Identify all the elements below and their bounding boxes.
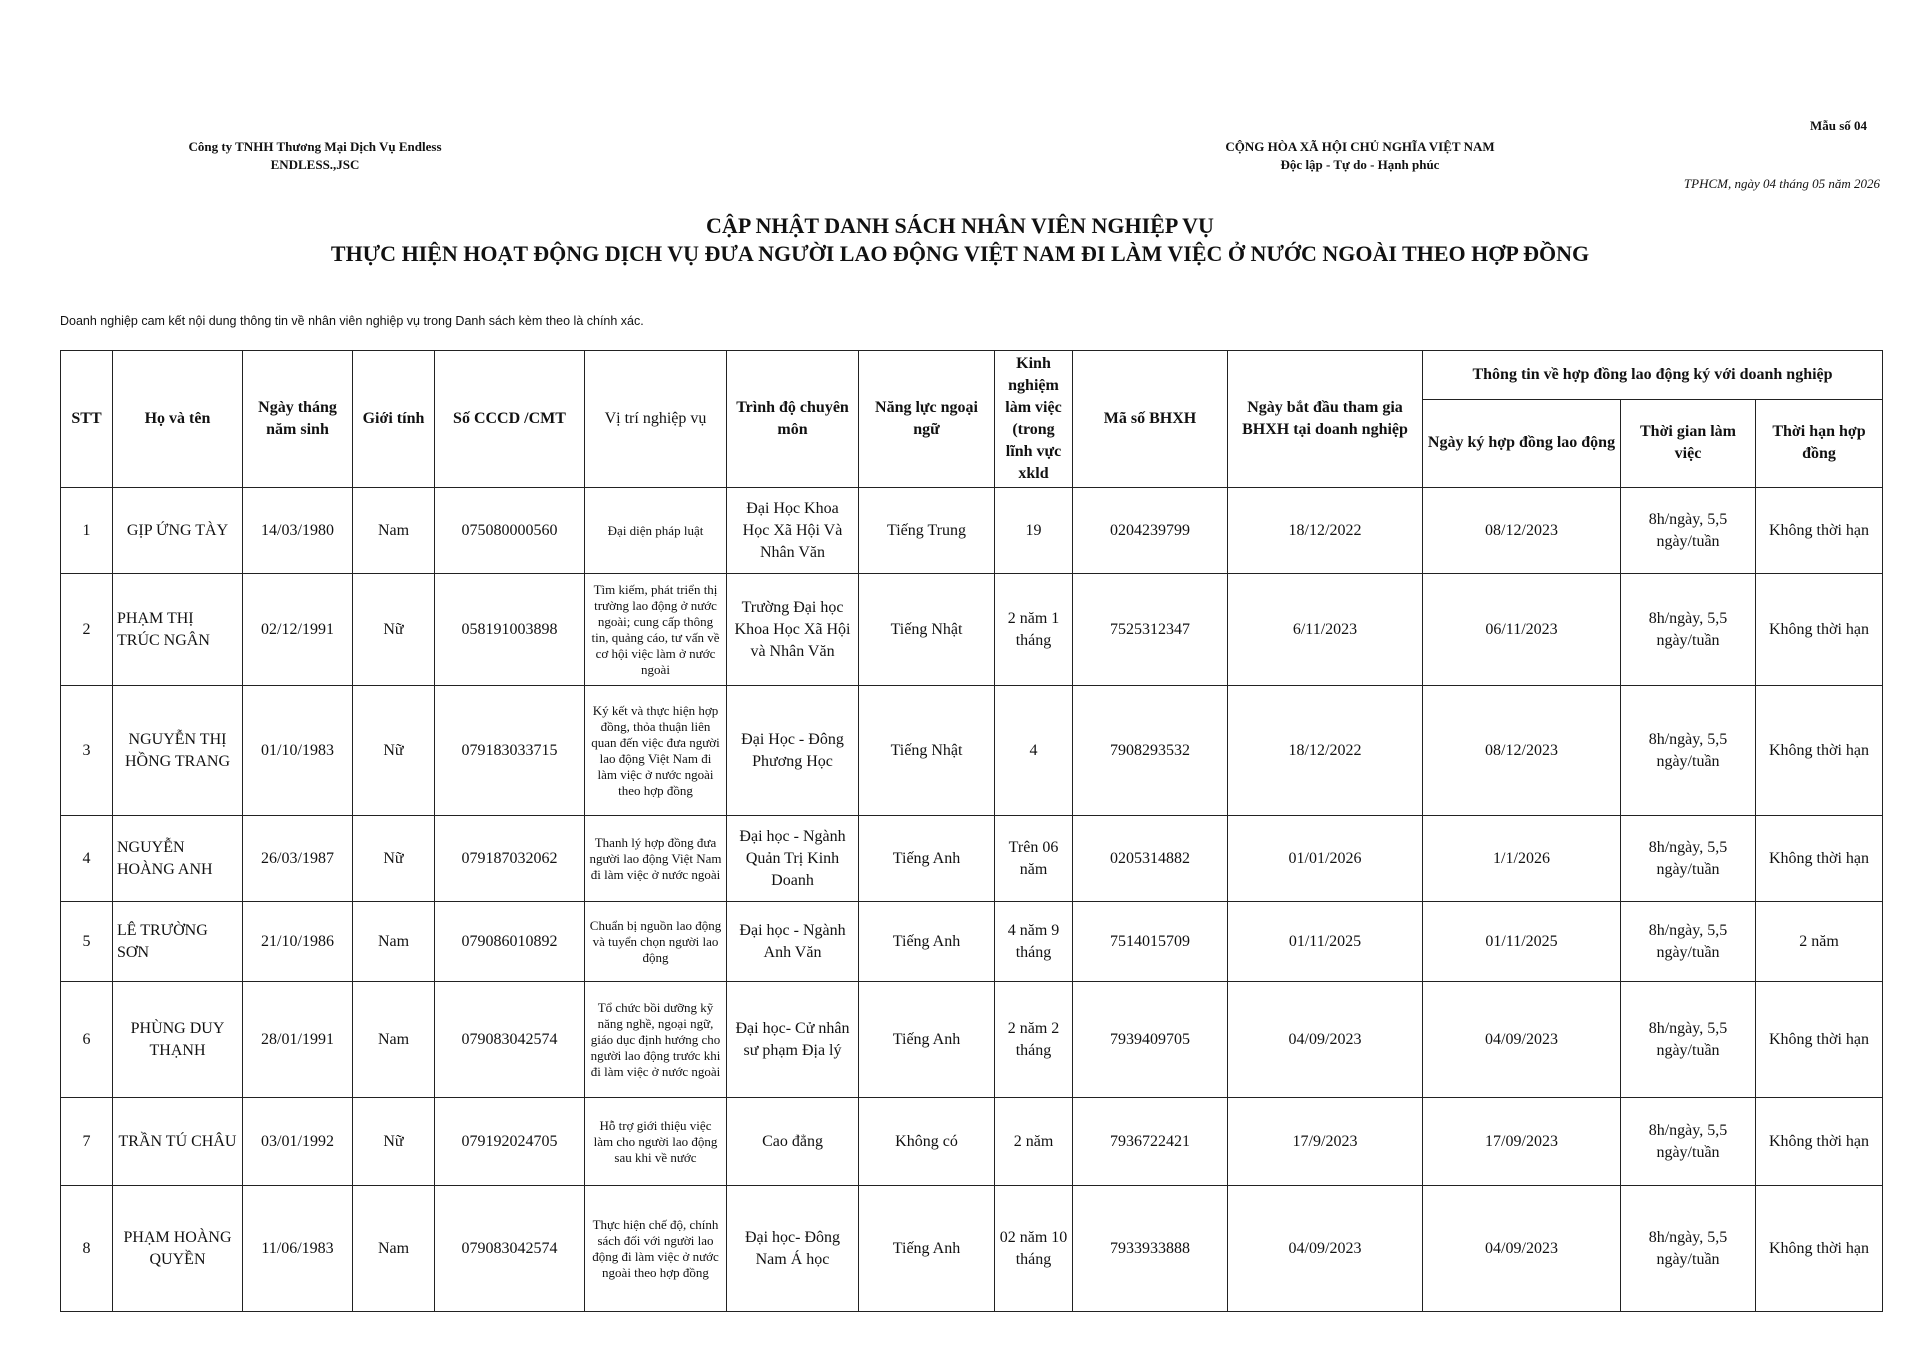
cell-position: Tổ chức bồi dưỡng kỹ năng nghề, ngoại ngữ, giáo dục định hướng cho người lao động trước khi đi làm việc ở nước ngoài [585, 982, 727, 1098]
cell-position: Tìm kiếm, phát triển thị trường lao động ở nước ngoài; cung cấp thông tin, quảng cáo, tư vấn về cơ hội việc làm ở nước ngoài [585, 574, 727, 686]
cell-contract-date: 08/12/2023 [1423, 686, 1621, 816]
cell-insurance: 7525312347 [1073, 574, 1228, 686]
header-contract-term: Thời hạn hợp đồng [1756, 399, 1883, 487]
cell-position: Thanh lý hợp đồng đưa người lao động Việt Nam đi làm việc ở nước ngoài [585, 816, 727, 902]
company-name: Công ty TNHH Thương Mại Dịch Vụ Endless [188, 139, 442, 154]
cell-position: Chuẩn bị nguồn lao động và tuyển chọn người lao động [585, 902, 727, 982]
cell-language: Tiếng Anh [859, 816, 995, 902]
cell-stt: 8 [61, 1186, 113, 1312]
company-header [150, 138, 480, 174]
cell-stt: 3 [61, 686, 113, 816]
cell-stt: 2 [61, 574, 113, 686]
cell-experience: Trên 06 năm [995, 816, 1073, 902]
cell-insurance-start: 17/9/2023 [1228, 1098, 1423, 1186]
header-name: Họ và tên [113, 351, 243, 488]
cell-gender: Nữ [353, 816, 435, 902]
cell-contract-date: 04/09/2023 [1423, 1186, 1621, 1312]
nation-name: CỘNG HÒA XÃ HỘI CHỦ NGHĨA VIỆT NAM [1225, 139, 1495, 154]
cell-id-no: 075080000560 [435, 488, 585, 574]
cell-contract-term: Không thời hạn [1756, 1098, 1883, 1186]
cell-name: PHẠM THỊ TRÚC NGÂN [113, 574, 243, 686]
cell-insurance: 0205314882 [1073, 816, 1228, 902]
cell-stt: 1 [61, 488, 113, 574]
cell-contract-term: Không thời hạn [1756, 686, 1883, 816]
header-position: Vị trí nghiệp vụ [585, 351, 727, 488]
cell-work-time: 8h/ngày, 5,5 ngày/tuần [1621, 1098, 1756, 1186]
table-header-row [61, 351, 1883, 400]
cell-education: Đại học- Đông Nam Á học [727, 1186, 859, 1312]
cell-id-no: 079187032062 [435, 816, 585, 902]
cell-insurance: 7933933888 [1073, 1186, 1228, 1312]
cell-dob: 01/10/1983 [243, 686, 353, 816]
cell-insurance: 7908293532 [1073, 686, 1228, 816]
cell-gender: Nam [353, 488, 435, 574]
header-dob: Ngày tháng năm sinh [243, 351, 353, 488]
cell-stt: 5 [61, 902, 113, 982]
cell-name: PHÙNG DUY THẠNH [113, 982, 243, 1098]
cell-dob: 21/10/1986 [243, 902, 353, 982]
cell-insurance: 7939409705 [1073, 982, 1228, 1098]
cell-experience: 2 năm 2 tháng [995, 982, 1073, 1098]
cell-insurance-start: 04/09/2023 [1228, 1186, 1423, 1312]
cell-work-time: 8h/ngày, 5,5 ngày/tuần [1621, 982, 1756, 1098]
cell-experience: 02 năm 10 tháng [995, 1186, 1073, 1312]
cell-contract-term: 2 năm [1756, 902, 1883, 982]
cell-experience: 4 [995, 686, 1073, 816]
header-insurance: Mã số BHXH [1073, 351, 1228, 488]
cell-gender: Nam [353, 1186, 435, 1312]
cell-education: Đại học - Ngành Quản Trị Kinh Doanh [727, 816, 859, 902]
header-contract-date: Ngày ký hợp đồng lao động [1423, 399, 1621, 487]
cell-contract-date: 01/11/2025 [1423, 902, 1621, 982]
cell-experience: 2 năm [995, 1098, 1073, 1186]
cell-language: Tiếng Nhật [859, 686, 995, 816]
cell-language: Tiếng Nhật [859, 574, 995, 686]
cell-name: NGUYỄN HOÀNG ANH [113, 816, 243, 902]
table-row [61, 488, 1883, 574]
table-row [61, 1098, 1883, 1186]
cell-language: Không có [859, 1098, 995, 1186]
cell-insurance: 7514015709 [1073, 902, 1228, 982]
nation-header [1180, 138, 1540, 174]
cell-id-no: 079192024705 [435, 1098, 585, 1186]
cell-name: GỊP ỨNG TÀY [113, 488, 243, 574]
cell-insurance-start: 04/09/2023 [1228, 982, 1423, 1098]
cell-id-no: 079183033715 [435, 686, 585, 816]
cell-contract-date: 1/1/2026 [1423, 816, 1621, 902]
commitment-note: Doanh nghiệp cam kết nội dung thông tin về nhân viên nghiệp vụ trong Danh sách kèm theo là chính xác. [60, 314, 644, 328]
cell-work-time: 8h/ngày, 5,5 ngày/tuần [1621, 902, 1756, 982]
cell-dob: 28/01/1991 [243, 982, 353, 1098]
cell-position: Hỗ trợ giới thiệu việc làm cho người lao động sau khi về nước [585, 1098, 727, 1186]
title-line-1: CẬP NHẬT DANH SÁCH NHÂN VIÊN NGHIỆP VỤ [706, 213, 1214, 238]
staff-table [60, 350, 1883, 1312]
cell-insurance-start: 6/11/2023 [1228, 574, 1423, 686]
cell-gender: Nam [353, 902, 435, 982]
title-line-2: THỰC HIỆN HOẠT ĐỘNG DỊCH VỤ ĐƯA NGƯỜI LAO ĐỘNG VIỆT NAM ĐI LÀM VIỆC Ở NƯỚC NGOÀI THEO HỢP ĐỒNG [330, 241, 1590, 266]
cell-gender: Nữ [353, 574, 435, 686]
date-line: TPHCM, ngày 04 tháng 05 năm 2026 [1683, 176, 1880, 191]
cell-gender: Nữ [353, 686, 435, 816]
header-stt: STT [61, 351, 113, 488]
cell-contract-term: Không thời hạn [1756, 574, 1883, 686]
cell-contract-date: 17/09/2023 [1423, 1098, 1621, 1186]
table-body [61, 488, 1883, 1312]
cell-dob: 02/12/1991 [243, 574, 353, 686]
cell-insurance-start: 18/12/2022 [1228, 686, 1423, 816]
cell-education: Đại Học - Đông Phương Học [727, 686, 859, 816]
cell-gender: Nam [353, 982, 435, 1098]
cell-education: Trường Đại học Khoa Học Xã Hội và Nhân Văn [727, 574, 859, 686]
cell-language: Tiếng Anh [859, 902, 995, 982]
header-language: Năng lực ngoại ngữ [859, 351, 995, 488]
cell-work-time: 8h/ngày, 5,5 ngày/tuần [1621, 574, 1756, 686]
cell-education: Đại học - Ngành Anh Văn [727, 902, 859, 982]
cell-dob: 11/06/1983 [243, 1186, 353, 1312]
cell-position: Đại diện pháp luật [585, 488, 727, 574]
header-id-no: Số CCCD /CMT [435, 351, 585, 488]
cell-language: Tiếng Anh [859, 982, 995, 1098]
cell-insurance-start: 01/11/2025 [1228, 902, 1423, 982]
cell-experience: 4 năm 9 tháng [995, 902, 1073, 982]
cell-contract-term: Không thời hạn [1756, 1186, 1883, 1312]
cell-language: Tiếng Anh [859, 1186, 995, 1312]
cell-experience: 19 [995, 488, 1073, 574]
cell-experience: 2 năm 1 tháng [995, 574, 1073, 686]
cell-dob: 03/01/1992 [243, 1098, 353, 1186]
document-title [0, 212, 1920, 268]
cell-position: Ký kết và thực hiện hợp đồng, thỏa thuận liên quan đến việc đưa người lao động Việt Nam đi làm việc ở nước ngoài theo hợp đồng [585, 686, 727, 816]
cell-position: Thực hiện chế độ, chính sách đối với người lao động đi làm việc ở nước ngoài theo hợp đồng [585, 1186, 727, 1312]
cell-name: NGUYỄN THỊ HỒNG TRANG [113, 686, 243, 816]
cell-education: Đại Học Khoa Học Xã Hội Và Nhân Văn [727, 488, 859, 574]
form-number: Mẫu số 04 [1810, 118, 1868, 133]
cell-insurance: 7936722421 [1073, 1098, 1228, 1186]
cell-insurance-start: 18/12/2022 [1228, 488, 1423, 574]
cell-work-time: 8h/ngày, 5,5 ngày/tuần [1621, 686, 1756, 816]
cell-insurance: 0204239799 [1073, 488, 1228, 574]
table-row [61, 902, 1883, 982]
header-work-time: Thời gian làm việc [1621, 399, 1756, 487]
cell-gender: Nữ [353, 1098, 435, 1186]
cell-contract-term: Không thời hạn [1756, 488, 1883, 574]
cell-contract-date: 08/12/2023 [1423, 488, 1621, 574]
cell-stt: 7 [61, 1098, 113, 1186]
header-education: Trình độ chuyên môn [727, 351, 859, 488]
table-row [61, 1186, 1883, 1312]
table-row [61, 574, 1883, 686]
cell-name: PHẠM HOÀNG QUYỀN [113, 1186, 243, 1312]
cell-dob: 26/03/1987 [243, 816, 353, 902]
table-row [61, 982, 1883, 1098]
cell-work-time: 8h/ngày, 5,5 ngày/tuần [1621, 1186, 1756, 1312]
cell-id-no: 079083042574 [435, 982, 585, 1098]
cell-id-no: 079083042574 [435, 1186, 585, 1312]
table-row [61, 686, 1883, 816]
header-contract-group: Thông tin về hợp đồng lao động ký với doanh nghiệp [1423, 351, 1883, 400]
cell-education: Đại học- Cử nhân sư phạm Địa lý [727, 982, 859, 1098]
cell-name: TRẦN TÚ CHÂU [113, 1098, 243, 1186]
header-insurance-start: Ngày bắt đầu tham gia BHXH tại doanh nghiệp [1228, 351, 1423, 488]
cell-contract-term: Không thời hạn [1756, 816, 1883, 902]
table-row [61, 816, 1883, 902]
header-experience: Kinh nghiệm làm việc (trong lĩnh vực xkld [995, 351, 1073, 488]
cell-contract-date: 06/11/2023 [1423, 574, 1621, 686]
cell-work-time: 8h/ngày, 5,5 ngày/tuần [1621, 816, 1756, 902]
cell-language: Tiếng Trung [859, 488, 995, 574]
cell-dob: 14/03/1980 [243, 488, 353, 574]
cell-contract-term: Không thời hạn [1756, 982, 1883, 1098]
cell-stt: 6 [61, 982, 113, 1098]
cell-name: LÊ TRƯỜNG SƠN [113, 902, 243, 982]
header-gender: Giới tính [353, 351, 435, 488]
cell-education: Cao đẳng [727, 1098, 859, 1186]
cell-id-no: 079086010892 [435, 902, 585, 982]
cell-work-time: 8h/ngày, 5,5 ngày/tuần [1621, 488, 1756, 574]
cell-stt: 4 [61, 816, 113, 902]
cell-id-no: 058191003898 [435, 574, 585, 686]
motto: Độc lập - Tự do - Hạnh phúc [1280, 157, 1440, 172]
cell-insurance-start: 01/01/2026 [1228, 816, 1423, 902]
company-short-name: ENDLESS.,JSC [270, 157, 360, 172]
cell-contract-date: 04/09/2023 [1423, 982, 1621, 1098]
